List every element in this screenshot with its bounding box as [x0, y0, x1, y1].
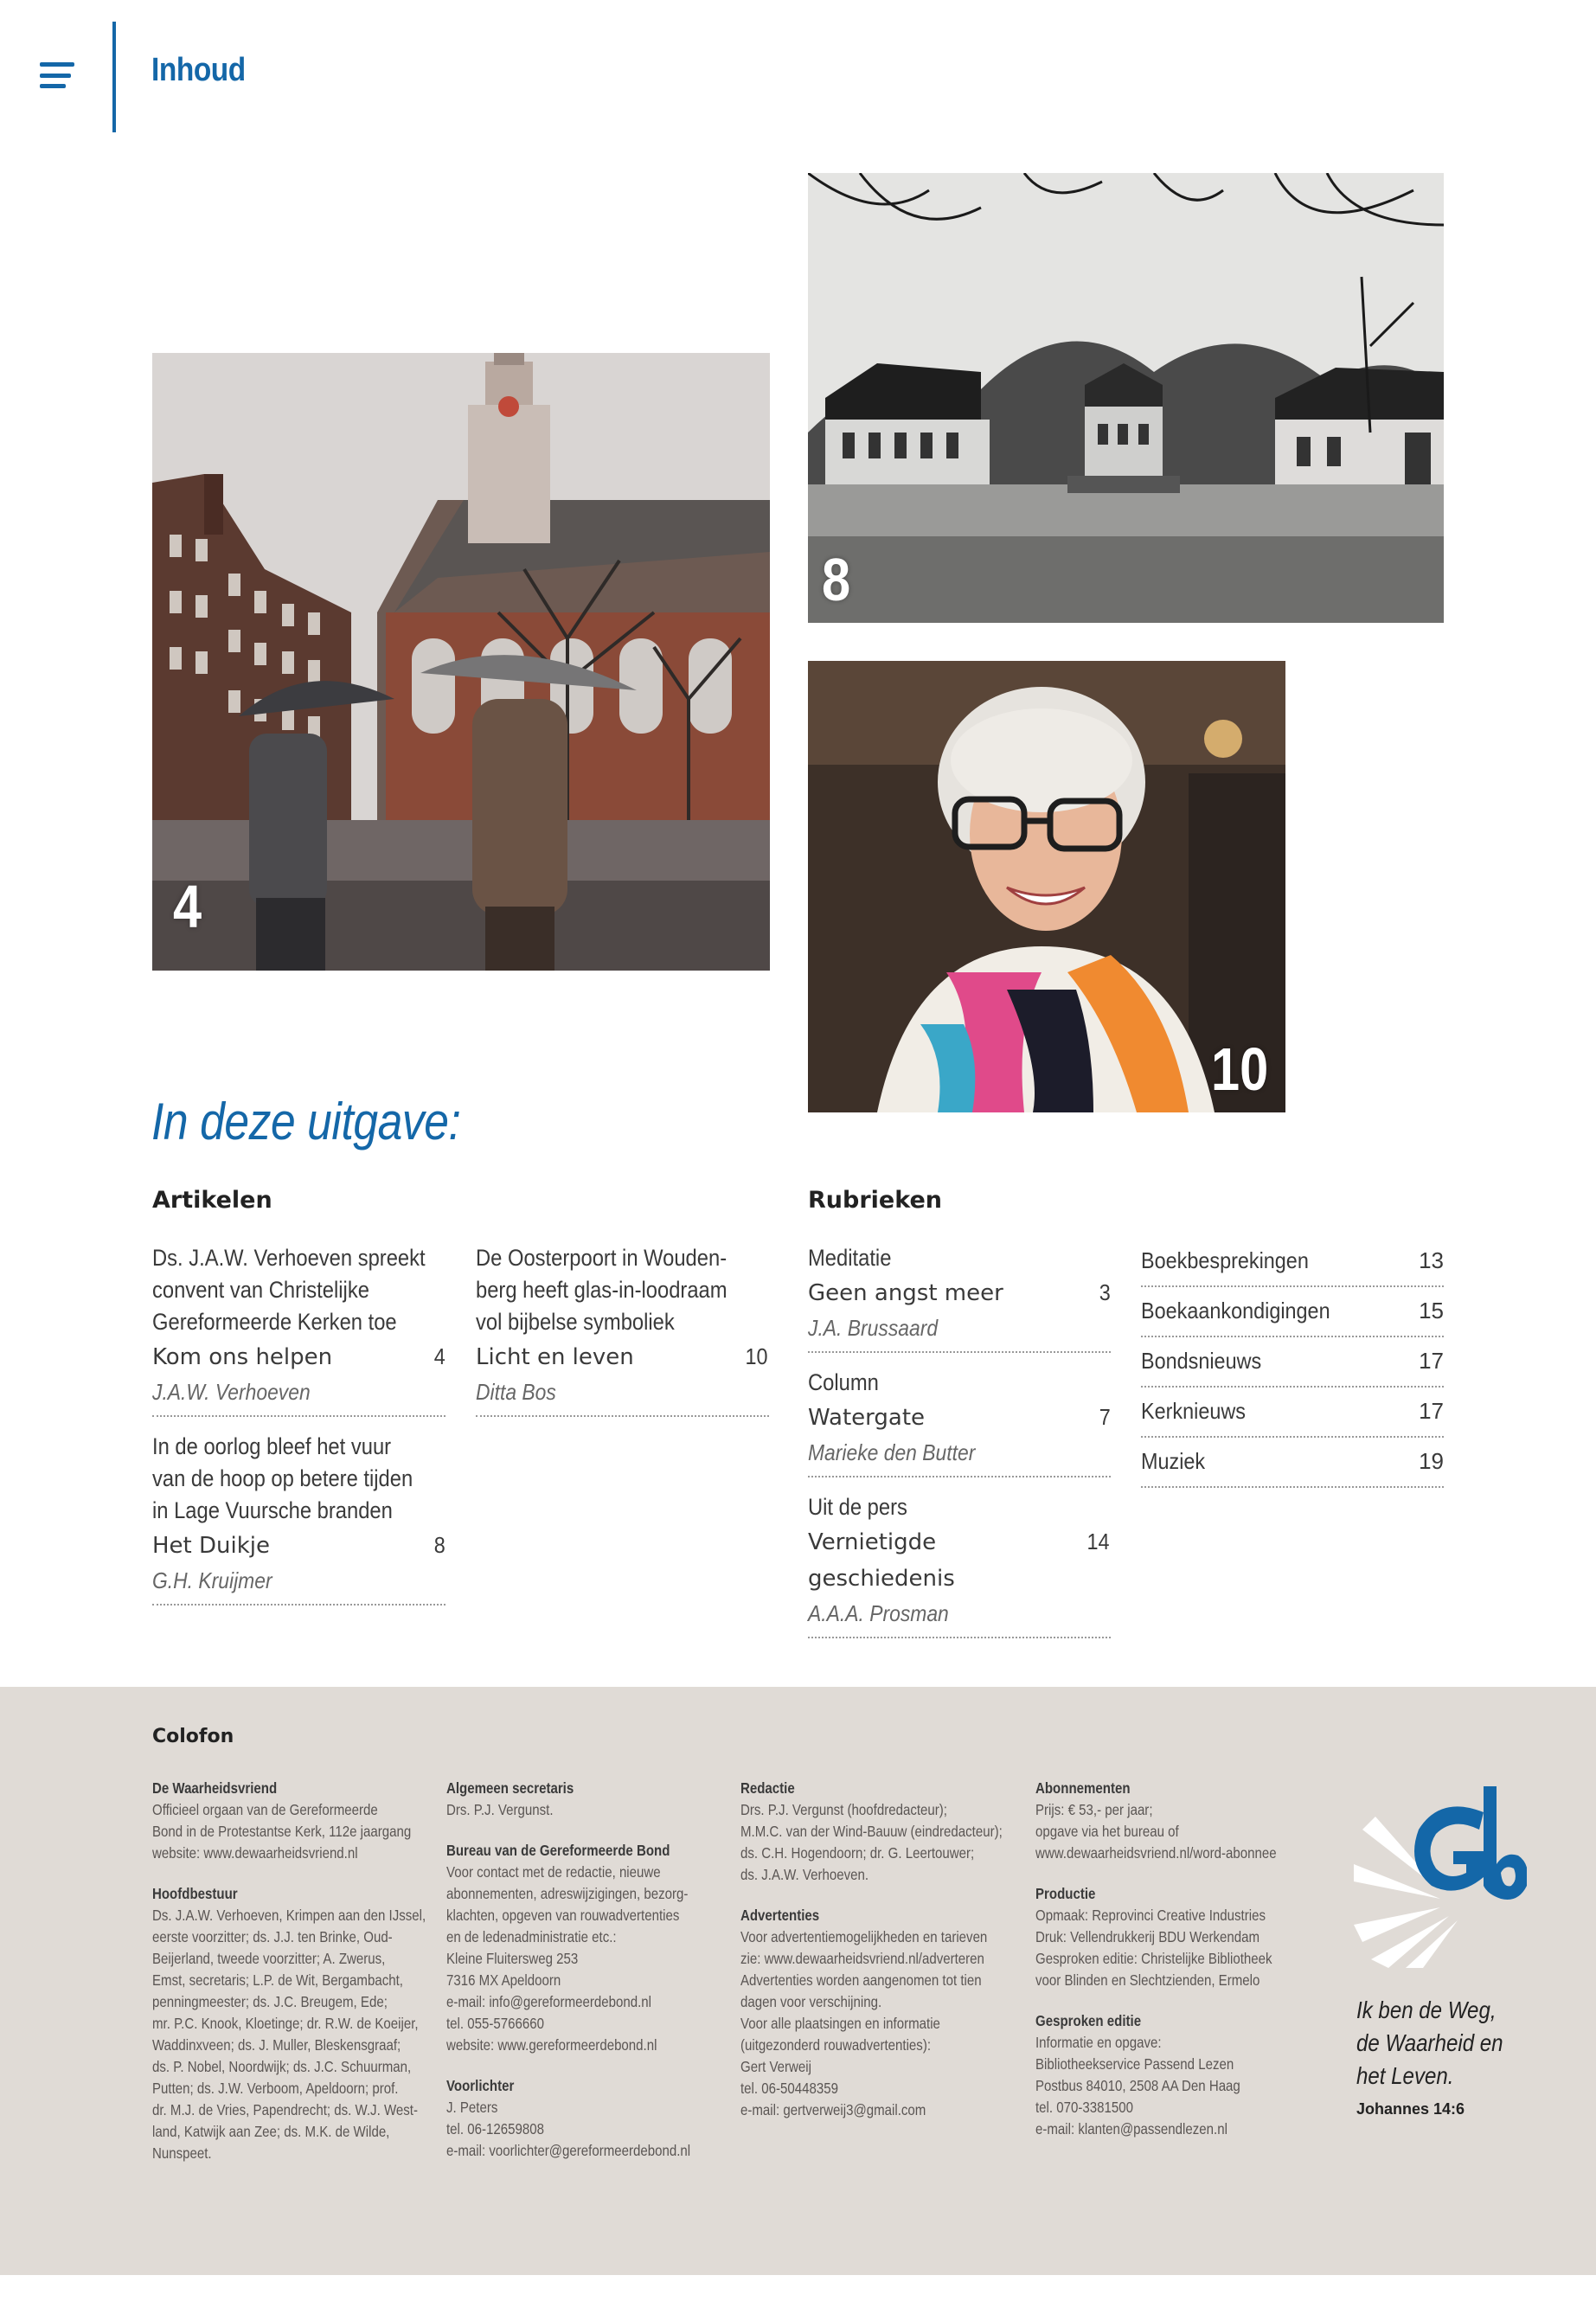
rubriek-title: Geen angst meer — [808, 1280, 1003, 1306]
rubriek-entry[interactable] — [808, 1242, 1111, 1353]
rubriek-author: J.A. Brussaard — [808, 1315, 939, 1341]
rubriek-list-item[interactable]: Kerknieuws 17 — [1141, 1388, 1444, 1438]
header-divider — [112, 22, 116, 132]
rubriek-list-item[interactable]: Boekbesprekingen 13 — [1141, 1237, 1444, 1287]
article-kicker: Ds. J.A.W. Verhoeven spreekt convent van Christelijke Gereformeerde Kerken toe — [152, 1245, 426, 1335]
rubriek-title-row[interactable] — [808, 1523, 1111, 1597]
colofon-column-4: Abonnementen Prijs: € 53,- per jaar; opgave via het bureau of www.dewaarheidsvriend.nl/word-abonnee Productie Opmaak: Reprovinci Creative Industries Druk: Vellendrukkerij BDU Werkendam Gesproken editie: Christelijke Bibliotheek voor Blinden en Slechtzienden, Ermelo Gesproken editie Informatie en opgave: Bibliotheekservice Passend Lezen Postbus 84010, 2508 AA Den Haag tel. 070-3381500 e-mail: klanten@passendlezen.nl — [1035, 1779, 1277, 2138]
article-title: Licht en leven — [476, 1344, 634, 1370]
article-kicker: In de oorlog bleef het vuur van de hoop op betere tijden in Lage Vuursche branden — [152, 1433, 413, 1523]
hamburger-menu-icon[interactable] — [40, 62, 74, 88]
photo-page-number-4: 4 — [173, 873, 202, 940]
page-title: Inhoud — [151, 52, 246, 88]
article-title: Kom ons helpen — [152, 1344, 333, 1370]
article-entry[interactable] — [152, 1431, 445, 1606]
rubriek-title: Watergate — [808, 1405, 926, 1431]
artikelen-column-right — [476, 1242, 769, 1431]
rubriek-kicker: Meditatie — [808, 1245, 892, 1271]
article-entry[interactable] — [476, 1242, 769, 1417]
rubriek-author: A.A.A. Prosman — [808, 1600, 949, 1626]
rubriek-author: Marieke den Butter — [808, 1439, 976, 1465]
article-author: Ditta Bos — [476, 1379, 556, 1405]
photo-article-4[interactable] — [152, 353, 770, 971]
article-author: G.H. Kruijmer — [152, 1567, 272, 1593]
photo-page-number-8: 8 — [822, 546, 851, 613]
rubriek-title: Vernietigde geschiedenis — [808, 1529, 955, 1592]
article-page: 8 — [433, 1532, 445, 1558]
article-title-row[interactable] — [152, 1338, 445, 1375]
rubriek-list-item[interactable]: Boekaankondigingen 15 — [1141, 1287, 1444, 1337]
article-kicker: De Oosterpoort in Wouden- berg heeft glas-in-loodraam vol bijbelse symboliek — [476, 1245, 727, 1335]
church-street-image — [152, 353, 770, 971]
section-title-rubrieken: Rubrieken — [808, 1187, 942, 1214]
article-title-row[interactable] — [476, 1338, 769, 1375]
gereformeerde-bond-logo — [1354, 1778, 1527, 1968]
bible-quote: Ik ben de Weg, de Waarheid en het Leven. — [1356, 1997, 1503, 2089]
article-page: 10 — [745, 1343, 768, 1369]
rubriek-page: 7 — [1099, 1404, 1111, 1430]
article-title-row[interactable] — [152, 1527, 445, 1564]
section-title-artikelen: Artikelen — [152, 1187, 272, 1214]
bible-quote-reference: Johannes 14:6 — [1356, 2100, 1465, 2118]
village-square-image — [808, 173, 1444, 623]
article-author: J.A.W. Verhoeven — [152, 1379, 311, 1405]
rubrieken-column-left — [808, 1242, 1111, 1652]
colofon-column-2: Algemeen secretaris Drs. P.J. Vergunst. Bureau van de Gereformeerde Bond Voor contact met de redactie, nieuwe abonnementen, adreswijzigingen, bezorg- klachten, opgeven van rouwadvertenties en de ledenadministratie etc.: Kleine Fluitersweg 253 7316 MX Apeldoorn e-mail: info@gereformeerdebond.nl tel. 055-5766660 website: www.gereformeerdebond.nl Voorlichter J. Peters tel. 06-12659808 e-mail: voorlichter@gereformeerdebond.nl — [446, 1779, 691, 2159]
photo-article-10[interactable] — [808, 661, 1285, 1112]
article-entry[interactable] — [152, 1242, 445, 1417]
colofon-column-3: Redactie Drs. P.J. Vergunst (hoofdredacteur); M.M.C. van der Wind-Bauuw (eindredacteur); ds. C.H. Hogendoorn; dr. G. Leertouwer; ds. J.A.W. Verhoeven. Advertenties Voor advertentiemogelijkheden en tarieven zie: www.dewaarheidsvriend.nl/adverteren Advertenties worden aangenomen tot tien dagen voor verschijning. Voor alle plaatsingen en informatie (uitgezonderd rouwadvertenties): Gert Verweij tel. 06-50448359 e-mail: gertverweij3@gmail.com — [740, 1779, 1003, 2118]
artikelen-column-left — [152, 1242, 445, 1619]
rubriek-list-item[interactable]: Muziek 19 — [1141, 1438, 1444, 1488]
rubriek-page: 3 — [1099, 1279, 1111, 1305]
rubriek-kicker: Uit de pers — [808, 1494, 907, 1520]
rubriek-title-row[interactable] — [808, 1399, 1111, 1436]
colofon-column-1: De Waarheidsvriend Officieel orgaan van de Gereformeerde Bond in de Protestantse Kerk, 112e jaargang website: www.dewaarheidsvriend.nl Hoofdbestuur Ds. J.A.W. Verhoeven, Krimpen aan den IJssel, eerste voorzitter; ds. J.J. ten Brinke, Oud- Beijerland, tweede voorzitter; A. Zwerus, Emst, secretaris; L.P. de Wit, Bergambacht, penningmeester; ds. J.C. Breugem, Ede; mr. P.C. Knook, Kloetinge; dr. R.W. de Koeijer, Waddinxveen; ds. J. Muller, Bleskensgraaf; ds. P. Nobel, Noordwijk; ds. J.C. Schuurman, Putten; ds. J.W. Verboom, Apeldoorn; prof. dr. M.J. de Vries, Papendrecht; ds. W.J. West- land, Katwijk aan Zee; ds. M.K. de Wilde, Nunspeet. — [152, 1779, 426, 2162]
rubriek-page: 14 — [1086, 1529, 1110, 1554]
article-page: 4 — [433, 1343, 445, 1369]
rubriek-title-row[interactable] — [808, 1274, 1111, 1311]
rubriek-kicker: Column — [808, 1369, 879, 1395]
issue-heading: In deze uitgave: — [151, 1093, 461, 1150]
colofon-title: Colofon — [152, 1726, 234, 1747]
photo-article-8[interactable] — [808, 173, 1444, 623]
article-title: Het Duikje — [152, 1533, 271, 1559]
rubriek-entry[interactable] — [808, 1367, 1111, 1477]
rubrieken-list — [1141, 1237, 1444, 1488]
rubriek-entry[interactable] — [808, 1491, 1111, 1638]
photo-page-number-10: 10 — [1211, 1035, 1269, 1103]
rubriek-list-item[interactable]: Bondsnieuws 17 — [1141, 1337, 1444, 1388]
